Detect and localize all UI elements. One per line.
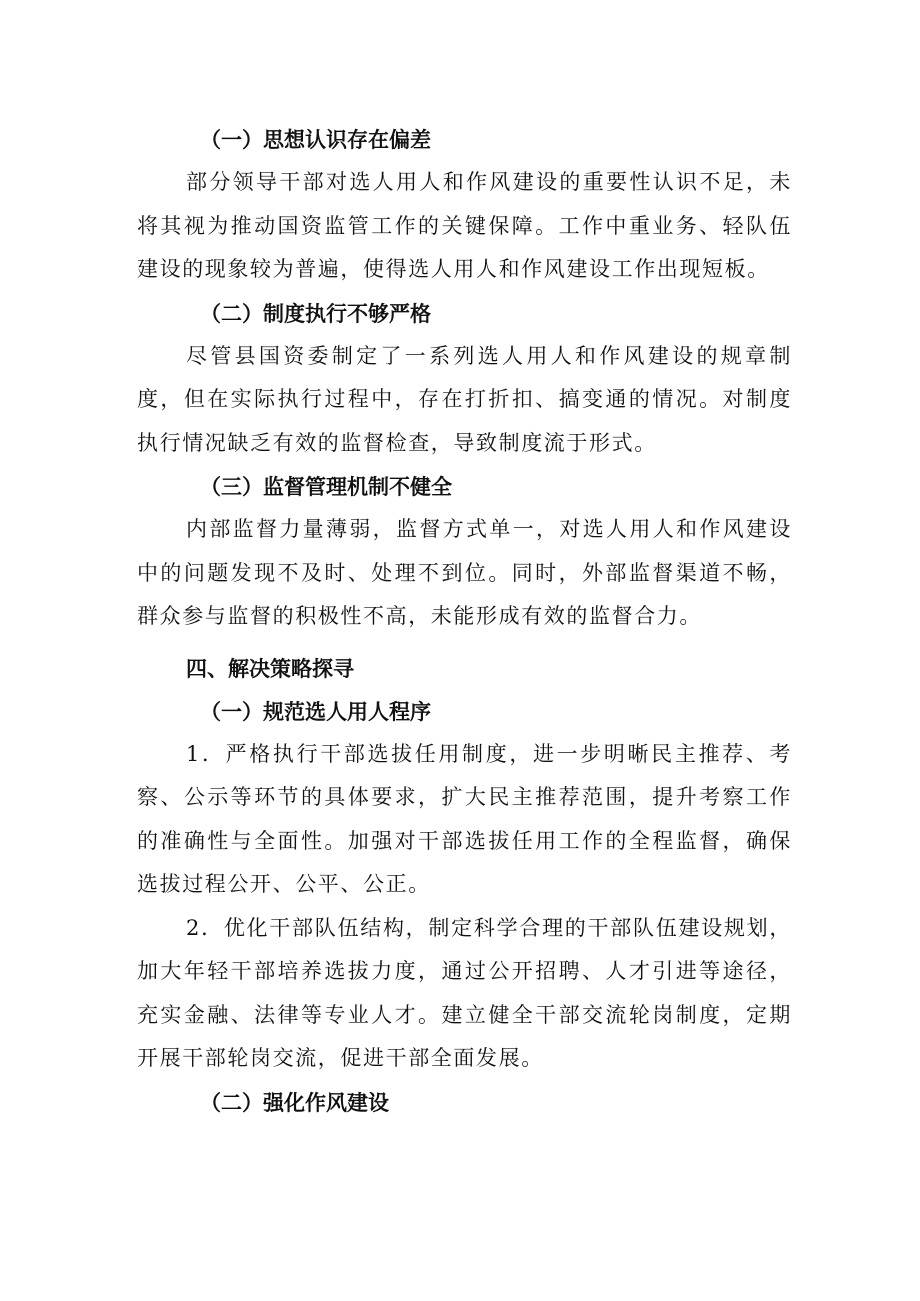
- section-heading-6: （二）强化作风建设: [200, 1089, 389, 1115]
- paragraph-1: 部分领导干部对选人用人和作风建设的重要性认识不足，未将其视为推动国资监管工作的关键保障。工作中重业务、轻队伍建设的现象较为普遍，使得选人用人和作风建设工作出现短板。: [137, 170, 792, 281]
- section-heading-5: （一）规范选人用人程序: [200, 698, 431, 724]
- paragraph-2: 尽管县国资委制定了一系列选人用人和作风建设的规章制度，但在实际执行过程中，存在打折扣、搞变通的情况。对制度执行情况缺乏有效的监督检查，导致制度流于形式。: [137, 343, 792, 455]
- paragraph-4: 1．严格执行干部选拔任用制度，进一步明晰民主推荐、考察、公示等环节的具体要求，扩大民主推荐范围，提升考察工作的准确性与全面性。加强对干部选拔任用工作的全程监督，确保选拔过程公开、公平、公正。: [137, 741, 792, 896]
- section-heading-3: （三）监督管理机制不健全: [200, 474, 452, 499]
- section-heading-2: （二）制度执行不够严格: [200, 300, 431, 326]
- paragraph-5: 2．优化干部队伍结构，制定科学合理的干部队伍建设规划，加大年轻干部培养选拔力度，通过公开招聘、人才引进等途径，充实金融、法律等专业人才。建立健全干部交流轮岗制度，定期开展干部轮岗交流，促进干部全面发展。: [137, 915, 792, 1070]
- paragraph-3: 内部监督力量薄弱，监督方式单一，对选人用人和作风建设中的问题发现不及时、处理不到位。同时，外部监督渠道不畅，群众参与监督的积极性不高，未能形成有效的监督合力。: [137, 517, 792, 628]
- document-page: [137, 118, 792, 1124]
- section-heading-1: （一）思想认识存在偏差: [200, 127, 431, 152]
- chapter-heading-4: 四、解决策略探寻: [186, 655, 354, 681]
